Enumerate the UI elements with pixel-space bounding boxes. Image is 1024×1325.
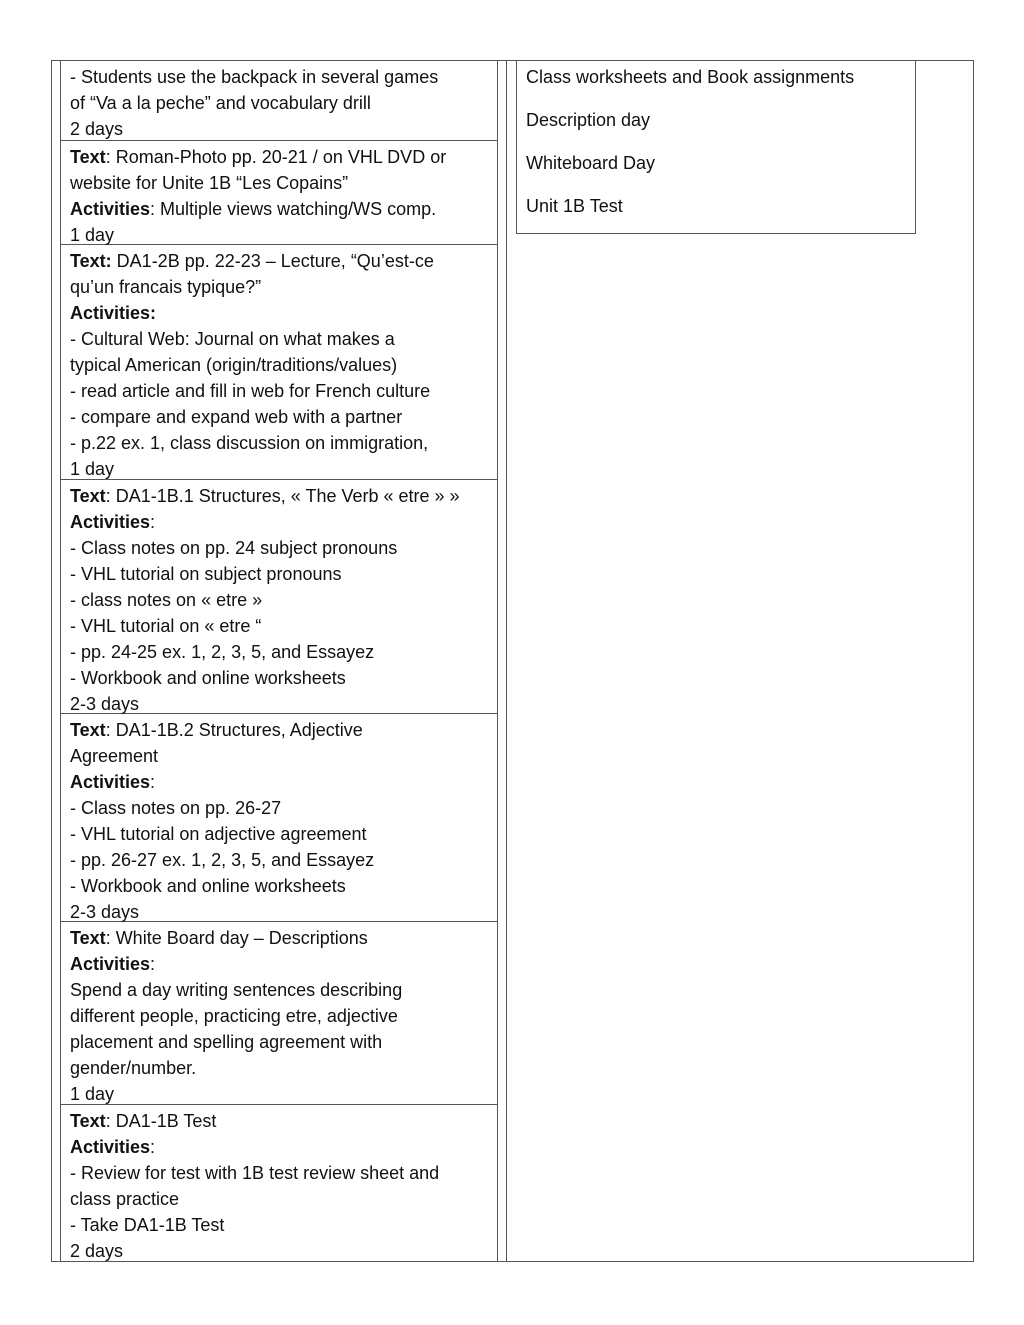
assessment-item: Unit 1B Test [526,196,623,216]
activity-item: - Class notes on pp. 24 subject pronouns [70,538,398,558]
text-label: Text [70,1111,106,1131]
lesson-duration: 2 days [70,1241,124,1261]
activities-value: : [150,1137,156,1157]
activity-item: - VHL tutorial on subject pronouns [70,564,342,584]
text-label: Text [70,720,106,740]
activity-item: - Review for test with 1B test review sheet and [70,1163,440,1183]
activity-item: different people, practicing etre, adjective [70,1006,398,1026]
activity-item: - Workbook and online worksheets [70,876,346,896]
activities-label: Activities [70,772,151,792]
text-continuation: Agreement [70,746,159,766]
lesson-duration: 2 days [70,119,124,139]
activity-item: - pp. 26-27 ex. 1, 2, 3, 5, and Essayez [70,850,375,870]
lesson-cell [60,480,498,714]
assessment-list [516,60,916,234]
activity-item: - VHL tutorial on adjective agreement [70,824,367,844]
lesson-cell [60,60,498,141]
text-value: DA1-2B pp. 22-23 – Lecture, “Qu’est-ce [111,251,434,271]
activities-value: : [150,954,156,974]
text-value: : DA1-1B Test [105,1111,217,1131]
activities-value: : [150,512,156,532]
activity-item: gender/number. [70,1058,197,1078]
text-label: Text [70,928,106,948]
text-value: : Roman-Photo pp. 20-21 / on VHL DVD or [105,147,447,167]
assessment-item: Whiteboard Day [526,153,656,173]
activities-label: Activities: [70,303,157,323]
activity-item: - Class notes on pp. 26-27 [70,798,282,818]
text-continuation: website for Unite 1B “Les Copains” [70,173,349,193]
activity-item: - pp. 24-25 ex. 1, 2, 3, 5, and Essayez [70,642,375,662]
column-divider [506,60,507,1262]
lesson-duration: 1 day [70,225,115,245]
text-label: Text [70,147,106,167]
lesson-duration: 1 day [70,1084,115,1104]
activities-label: Activities [70,1137,151,1157]
activity-item: class practice [70,1189,180,1209]
lesson-duration: 2-3 days [70,694,140,714]
text-continuation: qu’un francais typique?” [70,277,262,297]
activity-item: - compare and expand web with a partner [70,407,403,427]
lesson-cell [60,714,498,922]
text-value: : DA1-1B.2 Structures, Adjective [105,720,363,740]
activities-value: : [150,772,156,792]
lesson-line: of “Va a la peche” and vocabulary drill [70,93,371,113]
text-value: : DA1-1B.1 Structures, « The Verb « etre » » [105,486,460,506]
activity-item: - p.22 ex. 1, class discussion on immigration, [70,433,429,453]
lesson-line: - Students use the backpack in several games [70,67,439,87]
activities-label: Activities [70,199,151,219]
assessment-item: Description day [526,110,651,130]
activity-item: - Cultural Web: Journal on what makes a [70,329,395,349]
assessment-item: Class worksheets and Book assignments [526,67,855,87]
text-label: Text: [70,251,112,271]
activity-item: Spend a day writing sentences describing [70,980,403,1000]
activity-item: - VHL tutorial on « etre “ [70,616,262,636]
lesson-duration: 1 day [70,459,115,479]
activities-label: Activities [70,954,151,974]
lesson-cell [60,141,498,245]
activities-label: Activities [70,512,151,532]
lesson-cell [60,922,498,1105]
activities-value: : Multiple views watching/WS comp. [150,199,437,219]
activity-item: - read article and fill in web for French culture [70,381,431,401]
activity-item: typical American (origin/traditions/values) [70,355,398,375]
activity-item: - Take DA1-1B Test [70,1215,225,1235]
activity-item: - class notes on « etre » [70,590,263,610]
activity-item: - Workbook and online worksheets [70,668,346,688]
text-value: : White Board day – Descriptions [105,928,368,948]
lesson-duration: 2-3 days [70,902,140,922]
lesson-cell [60,1105,498,1262]
activity-item: placement and spelling agreement with [70,1032,383,1052]
lesson-cell [60,245,498,480]
text-label: Text [70,486,106,506]
